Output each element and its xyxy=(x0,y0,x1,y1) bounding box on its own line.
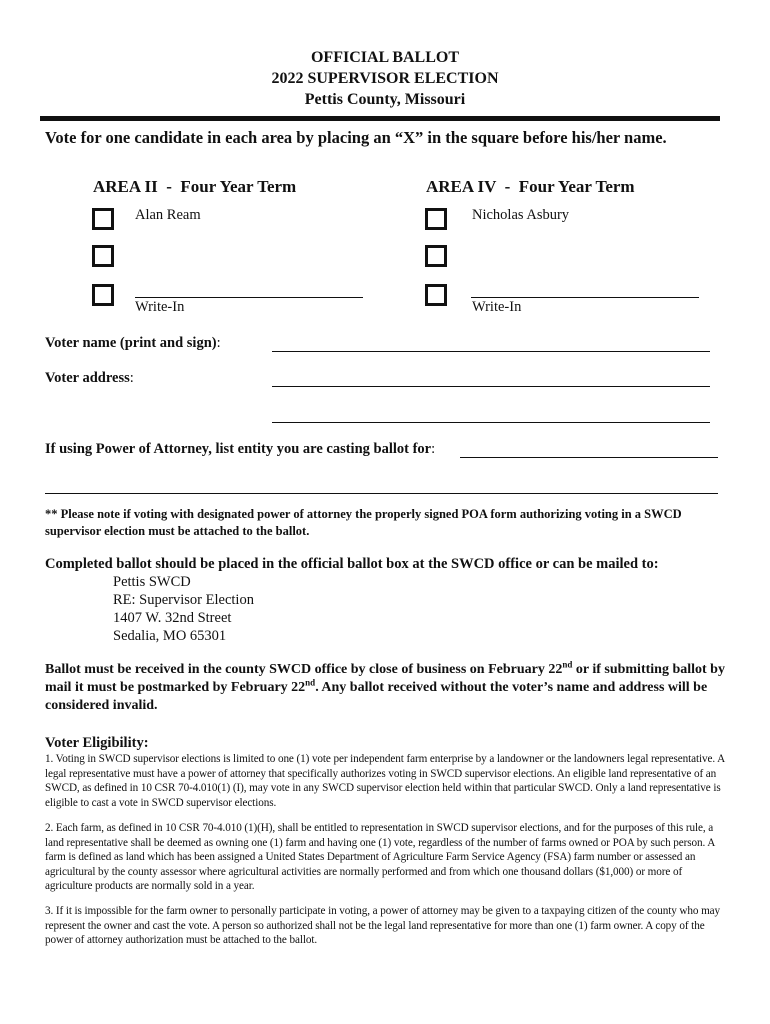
address-line-1: Pettis SWCD xyxy=(113,574,191,590)
area-ii-checkbox-write-in[interactable] xyxy=(92,284,114,306)
ballot-title: OFFICIAL BALLOT xyxy=(310,49,460,66)
receipt-deadline-text: Ballot must be received in the county SWCD office by close of business on February 22nd or if submitting ballot by mail it must be postmarked by February 22nd. Any ballot received without the voter’s name and address will be considered invalid. xyxy=(45,659,725,713)
county-title: Pettis County, Missouri xyxy=(304,91,466,108)
area-iv-checkbox-1[interactable] xyxy=(425,208,447,230)
area-ii-write-in-label: Write-In xyxy=(135,299,185,315)
eligibility-paragraph-2: 2. Each farm, as defined in 10 CSR 70-4.010 (1)(H), shall be entitled to representation in SWCD supervisor elections, and for the purposes of this rule, a land representative shall be deemed as owning one (1) farm and having one (1) vote, regardless of the number of farms owned or POA by such person. A farm is defined as land which has been assigned a United States Department of Agriculture Farm Service Agency (FSA) farm number or assessed an agricultural by the county assessor where agricultural activities are normally performed and from which one thousand dollars ($1,000) or more of agriculture products are normally sold in a year. xyxy=(45,822,715,893)
address-line-4: Sedalia, MO 65301 xyxy=(113,628,227,644)
area-iv-heading: AREA IV - Four Year Term xyxy=(426,177,635,196)
address-line-2: RE: Supervisor Election xyxy=(113,592,254,608)
area-ii-heading: AREA II - Four Year Term xyxy=(93,177,297,196)
voting-instruction: Vote for one candidate in each area by placing an “X” in the square before his/her name. xyxy=(45,128,667,147)
area-ii-checkbox-1[interactable] xyxy=(92,208,114,230)
area-iv-checkbox-2[interactable] xyxy=(425,245,447,267)
poa-entity-line-2[interactable] xyxy=(45,493,718,494)
voter-name-line[interactable] xyxy=(272,351,710,352)
header-divider xyxy=(40,116,720,121)
area-iv-checkbox-write-in[interactable] xyxy=(425,284,447,306)
election-title: 2022 SUPERVISOR ELECTION xyxy=(271,70,499,87)
address-line-3: 1407 W. 32nd Street xyxy=(113,610,232,626)
poa-note: ** Please note if voting with designated power of attorney the properly signed POA form authorizing voting in a SWCD supervisor election must be attached to the ballot. xyxy=(45,507,682,538)
area-iv-write-in-label: Write-In xyxy=(472,299,522,315)
eligibility-paragraph-1: 1. Voting in SWCD supervisor elections is limited to one (1) vote per independent farm enterprise by a landowner or the landowners legal representative. A legal representative must have a power of attorney that specifically authorizes voting in SWCD supervisor elections. An eligible land representative of an SWCD, as defined in 10 CSR 70-4.010(1) (I), may vote in any SWCD supervisor election held within that particular SWCD. Only a land representative is eligible to cast a vote in SWCD supervisor elections. xyxy=(45,753,725,809)
voter-address-line-2[interactable] xyxy=(272,422,710,423)
voter-address-line-1[interactable] xyxy=(272,386,710,387)
area-ii-candidate-name: Alan Ream xyxy=(135,207,201,223)
area-iv-candidate-name: Nicholas Asbury xyxy=(472,207,570,223)
voter-name-label: Voter name (print and sign): xyxy=(45,335,221,351)
eligibility-paragraph-3: 3. If it is impossible for the farm owner to personally participate in voting, a power of attorney may be given to a taxpaying citizen of the county who may represent the owner and cast the vote. A person so authorized shall not be the legal land representative for more than one (1) farm owner. A copy of the power of attorney authorization must be attached to the ballot. xyxy=(45,905,721,947)
mailing-address xyxy=(113,573,254,645)
area-ii-write-in-line[interactable] xyxy=(135,297,363,298)
voter-address-label: Voter address: xyxy=(45,370,134,386)
area-ii-checkbox-2[interactable] xyxy=(92,245,114,267)
eligibility-heading: Voter Eligibility: xyxy=(45,735,149,751)
poa-label: If using Power of Attorney, list entity you are casting ballot for: xyxy=(45,441,436,457)
area-iv-write-in-line[interactable] xyxy=(471,297,699,298)
mailing-heading: Completed ballot should be placed in the official ballot box at the SWCD office or can be mailed to: xyxy=(45,556,659,572)
poa-entity-line-1[interactable] xyxy=(460,457,718,458)
